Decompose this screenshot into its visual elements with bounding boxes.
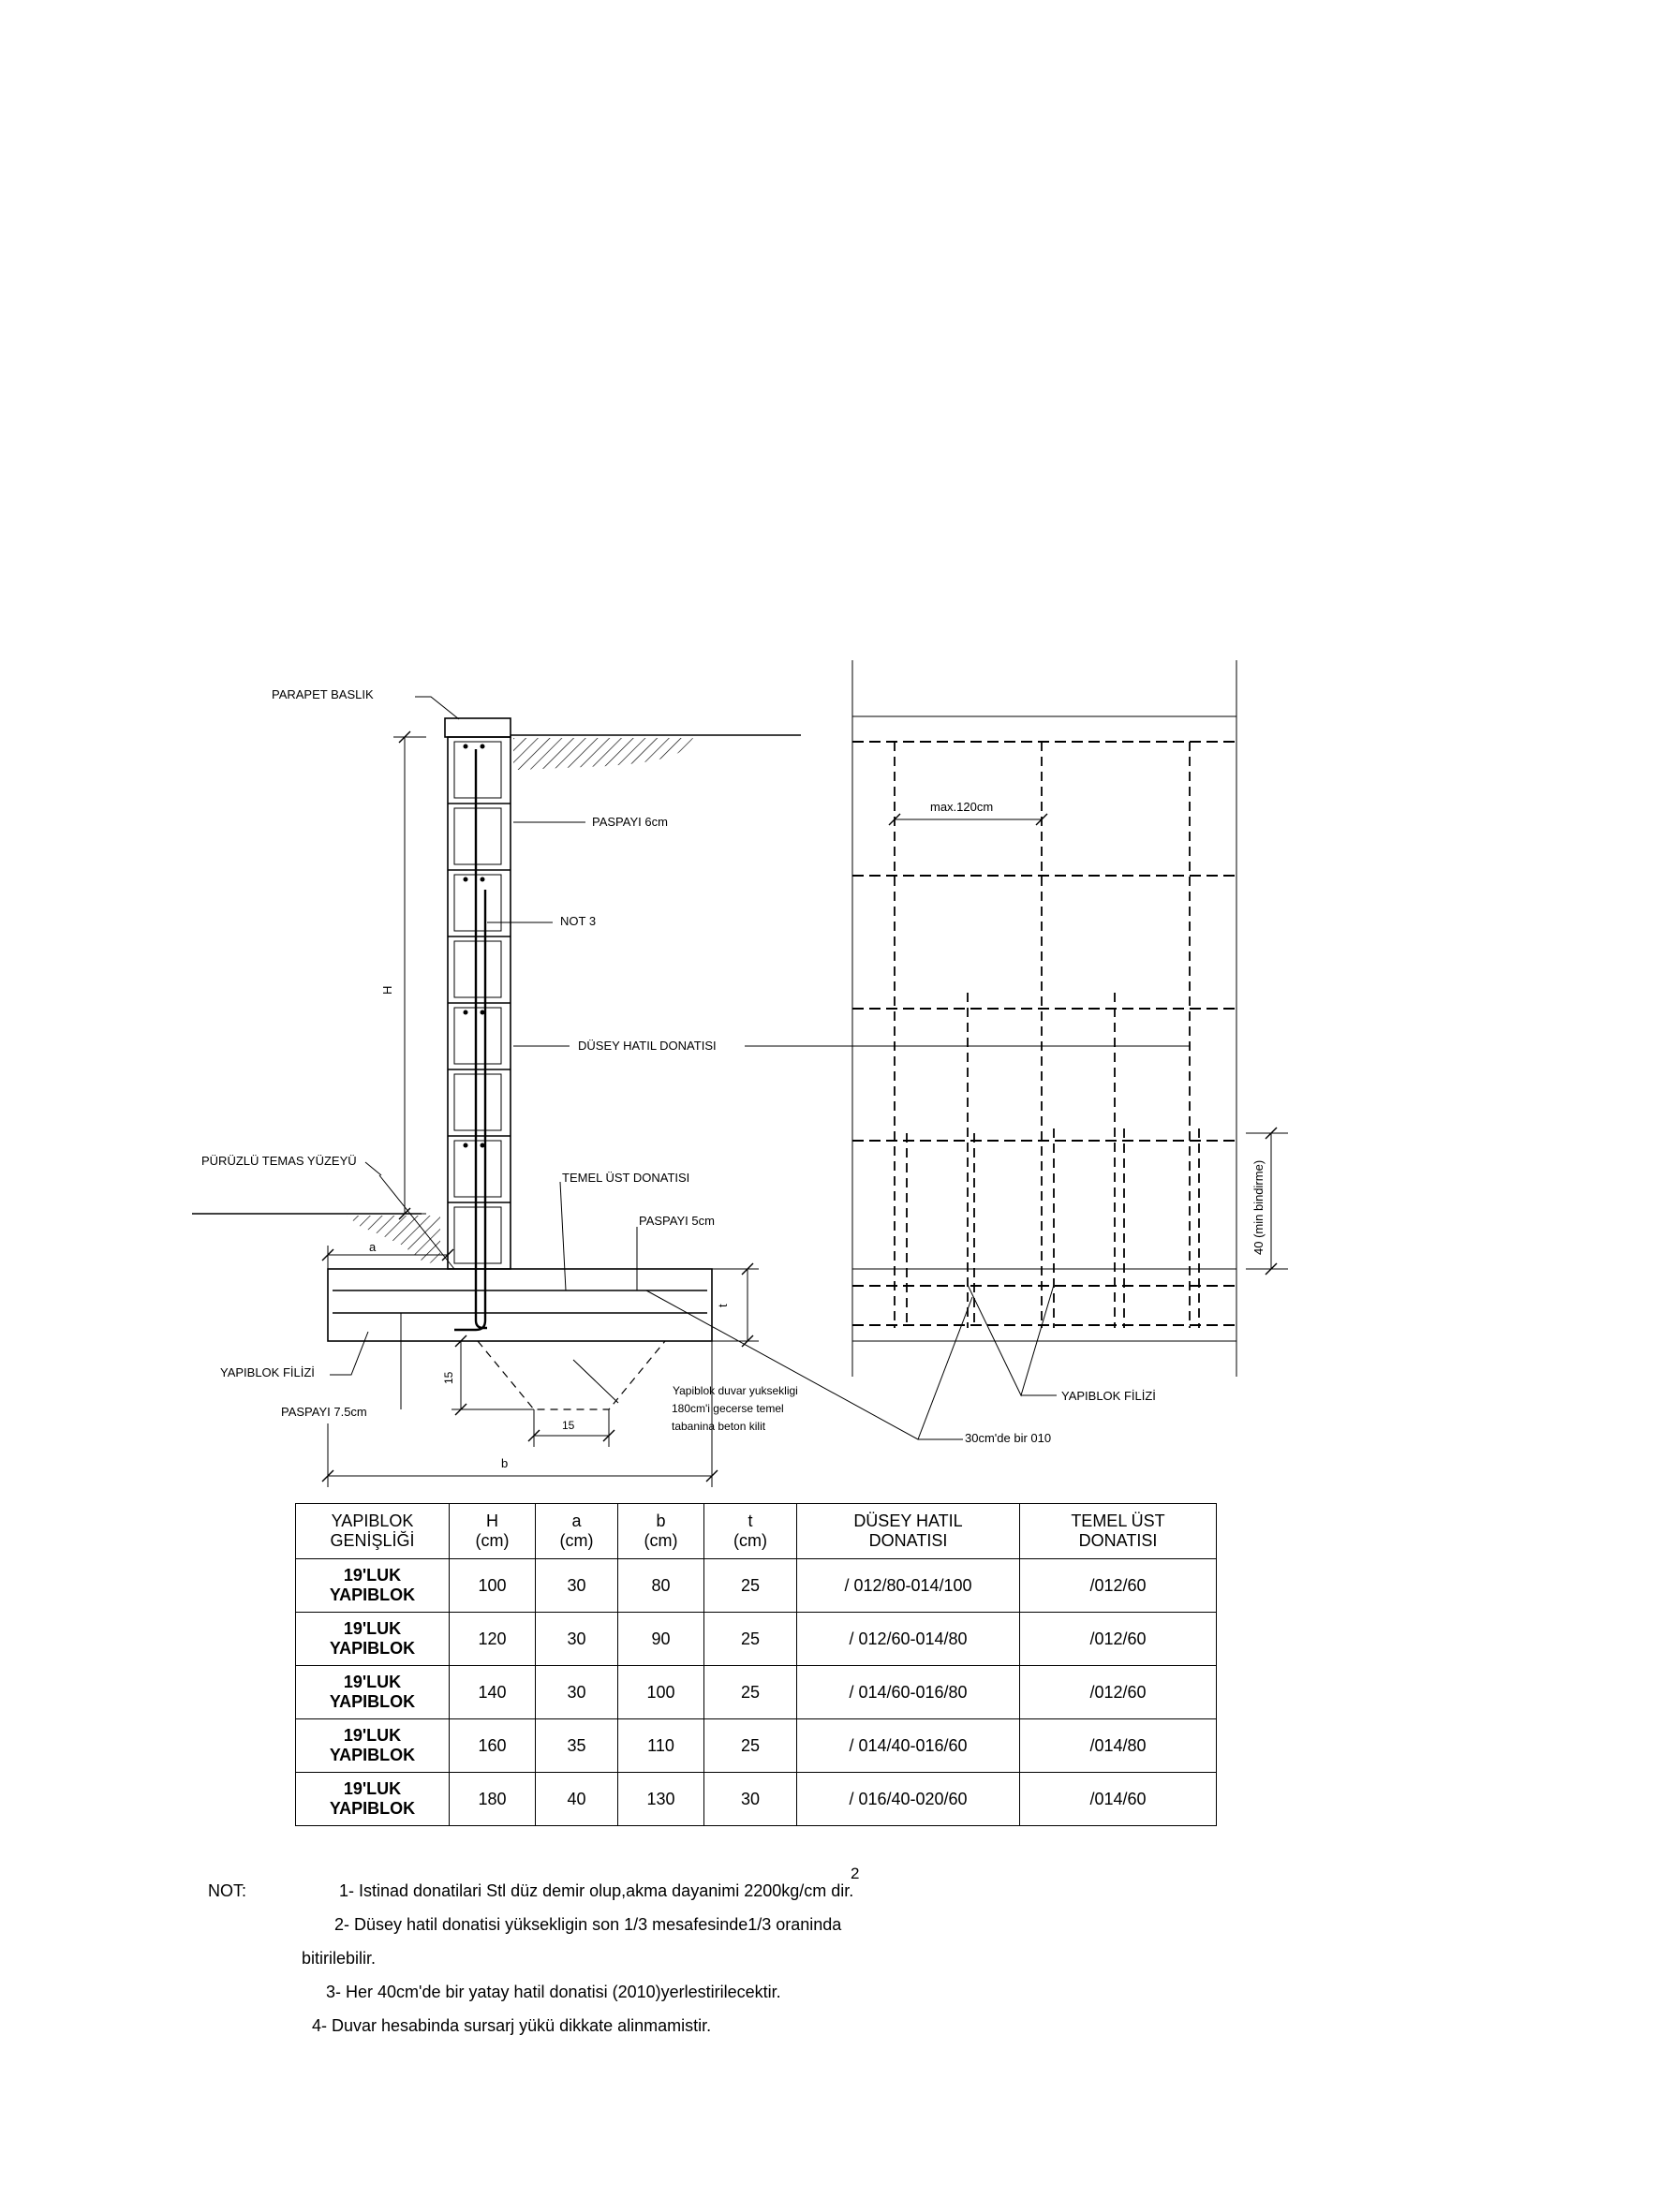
label-note-line3: tabanina beton kilit — [672, 1420, 766, 1433]
foundation-slab — [328, 1269, 712, 1341]
label-note-line1: Yapiblok duvar yuksekligi — [673, 1384, 798, 1397]
label-paspayi-75: PASPAYI 7.5cm — [281, 1405, 367, 1419]
dim-15-vertical: 15 — [442, 1371, 455, 1384]
label-note-line2: 180cm'i gecerse temel — [672, 1402, 784, 1415]
parapet-cap — [445, 718, 511, 737]
specification-table — [295, 1503, 1217, 1826]
wall-section — [192, 718, 801, 1409]
label-bar-spacing: 30cm'de bir 010 — [965, 1431, 1052, 1445]
rebar-dots — [464, 745, 485, 1148]
label-filizi-left: YAPIBLOK FİLİZİ — [220, 1365, 315, 1379]
table-row: 19'LUK YAPIBLOK 100 30 80 25 / 012/80-014/100 /012/60 — [296, 1559, 1217, 1613]
header-temel: TEMEL ÜST DONATISI — [1020, 1504, 1217, 1559]
notes-superscript: 2 — [851, 1865, 860, 1882]
header-yapiblok: YAPIBLOK GENİŞLİĞİ — [296, 1504, 450, 1559]
note-line-4: 4- Duvar hesabinda sursarj yükü dikkate alinmamistir. — [312, 2016, 712, 2035]
label-paspayi-5: PASPAYI 5cm — [639, 1214, 715, 1228]
label-filizi-right: YAPIBLOK FİLİZİ — [1061, 1389, 1156, 1403]
soil-hatch-bottom — [347, 1216, 440, 1264]
header-H: H (cm) — [450, 1504, 536, 1559]
elevation-view — [852, 660, 1288, 1403]
table-row: 19'LUK YAPIBLOK 160 35 110 25 / 014/40-016/60 /014/80 — [296, 1719, 1217, 1773]
table-row: 19'LUK YAPIBLOK 180 40 130 30 / 016/40-020/60 /014/60 — [296, 1773, 1217, 1826]
dim-a-label: a — [369, 1240, 377, 1254]
note-line-1: 1- Istinad donatilari Stl düz demir olup,akma dayanimi 2200kg/cm dir. — [339, 1881, 854, 1900]
dim-H-label: H — [380, 985, 394, 995]
table-header-row — [296, 1504, 1217, 1559]
label-puruzlu: PÜRÜZLÜ TEMAS YÜZEYÜ — [201, 1154, 357, 1168]
header-a: a (cm) — [536, 1504, 618, 1559]
dim-t-label: t — [716, 1304, 730, 1307]
label-paspayi-6: PASPAYI 6cm — [592, 815, 668, 829]
label-dusey-hatil: DÜSEY HATIL DONATISI — [578, 1039, 717, 1053]
shear-key-dashed — [478, 1341, 665, 1409]
notes-title: NOT: — [208, 1881, 247, 1900]
note-line-2b: bitirilebilir. — [302, 1949, 377, 1968]
label-not-3: NOT 3 — [560, 914, 597, 928]
starter-bar-hook-2 — [454, 1278, 485, 1330]
header-dusey: DÜSEY HATIL DONATISI — [797, 1504, 1020, 1559]
header-t: t (cm) — [704, 1504, 797, 1559]
dim-b-label: b — [501, 1456, 509, 1470]
note-line-2: 2- Düsey hatil donatisi yüksekligin son 1/3 mesafesinde1/3 oraninda — [334, 1915, 842, 1934]
label-temel-ust: TEMEL ÜST DONATISI — [562, 1171, 690, 1185]
left-labels — [201, 687, 1190, 1445]
label-max-120: max.120cm — [930, 800, 994, 814]
label-parapet: PARAPET BASLIK — [272, 687, 374, 701]
table-row: 19'LUK YAPIBLOK 120 30 90 25 / 012/60-014/80 /012/60 — [296, 1613, 1217, 1666]
table-row: 19'LUK YAPIBLOK 140 30 100 25 / 014/60-016/80 /012/60 — [296, 1666, 1217, 1719]
soil-hatch-top — [513, 738, 693, 770]
dimensions — [322, 731, 759, 1487]
header-b: b (cm) — [618, 1504, 704, 1559]
label-min-bindirme: 40 (min bindirme) — [1251, 1159, 1266, 1255]
note-line-3: 3- Her 40cm'de bir yatay hatil donatisi (2010)yerlestirilecektir. — [326, 1983, 781, 2001]
dim-15-horizontal: 15 — [562, 1419, 575, 1432]
